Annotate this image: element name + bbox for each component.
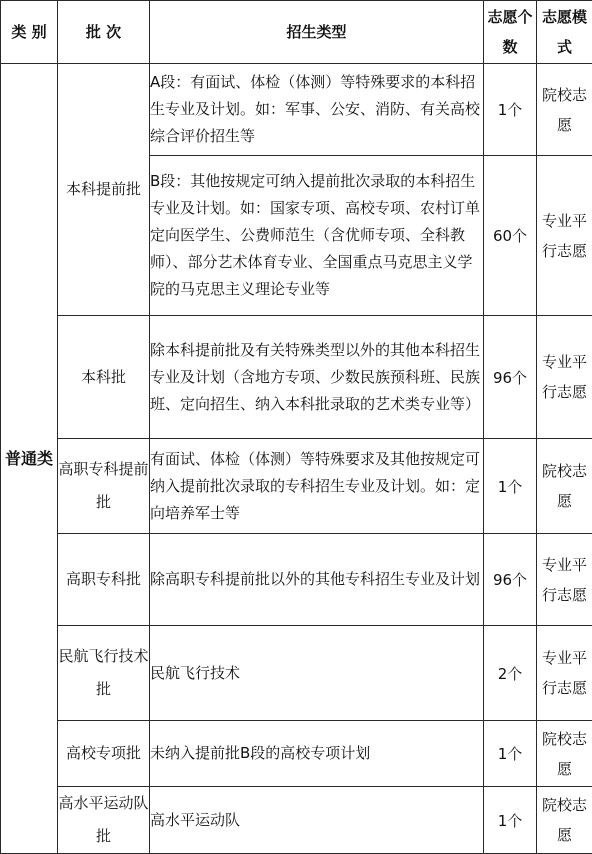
- type-cell: 除本科提前批及有关特殊类型以外的其他本科招生专业及计划（含地方专项、少数民族预科班、民族班、定向招生、纳入本科批录取的艺术类专业等）: [150, 316, 484, 439]
- header-row: [1, 1, 592, 64]
- batch-cell: 高职专科批: [58, 534, 150, 626]
- type-cell: A段：有面试、体检（体测）等特殊要求的本科招生专业及计划。如：军事、公安、消防、有关高校综合评价招生等: [150, 64, 484, 156]
- count-cell: 1个: [484, 721, 537, 787]
- table-row: [1, 316, 592, 439]
- mode-cell: 专业平行志愿: [537, 626, 592, 721]
- batch-cell: 高水平运动队批: [58, 787, 150, 854]
- batch-cell: 民航飞行技术批: [58, 626, 150, 721]
- batch-cell: 本科提前批: [58, 64, 150, 316]
- type-cell: 有面试、体检（体测）等特殊要求及其他按规定可纳入提前批次录取的专科招生专业及计划。如：定向培养军士等: [150, 439, 484, 534]
- mode-cell: 院校志愿: [537, 64, 592, 156]
- mode-cell: 专业平行志愿: [537, 316, 592, 439]
- count-cell: 1个: [484, 439, 537, 534]
- type-cell: 未纳入提前批B段的高校专项计划: [150, 721, 484, 787]
- table-row: [1, 721, 592, 787]
- header-count: 志愿个数: [484, 1, 537, 64]
- header-category: 类 别: [1, 1, 58, 64]
- type-cell: 除高职专科提前批以外的其他专科招生专业及计划: [150, 534, 484, 626]
- header-batch: 批 次: [58, 1, 150, 64]
- batch-cell: 本科批: [58, 316, 150, 439]
- type-cell: 民航飞行技术: [150, 626, 484, 721]
- mode-cell: 院校志愿: [537, 721, 592, 787]
- count-cell: 60个: [484, 156, 537, 316]
- mode-cell: 专业平行志愿: [537, 534, 592, 626]
- header-type: 招生类型: [150, 1, 484, 64]
- table-row: [1, 534, 592, 626]
- count-cell: 96个: [484, 534, 537, 626]
- count-cell: 1个: [484, 787, 537, 854]
- count-cell: 96个: [484, 316, 537, 439]
- table-row: [1, 787, 592, 854]
- table-row: [1, 439, 592, 534]
- mode-cell: 专业平行志愿: [537, 156, 592, 316]
- table-row: [1, 626, 592, 721]
- type-cell: B段：其他按规定可纳入提前批次录取的本科招生专业及计划。如：国家专项、高校专项、农村订单定向医学生、公费师范生（含优师专项、全科教师）、部分艺术体育专业、全国重点马克思主义学院的马克思主义理论专业等: [150, 156, 484, 316]
- mode-cell: 院校志愿: [537, 787, 592, 854]
- table-row: [1, 64, 592, 156]
- mode-cell: 院校志愿: [537, 439, 592, 534]
- category-cell: 普通类: [1, 64, 58, 854]
- type-cell: 高水平运动队: [150, 787, 484, 854]
- header-mode: 志愿模式: [537, 1, 592, 64]
- count-cell: 1个: [484, 64, 537, 156]
- batch-cell: 高校专项批: [58, 721, 150, 787]
- batch-cell: 高职专科提前批: [58, 439, 150, 534]
- count-cell: 2个: [484, 626, 537, 721]
